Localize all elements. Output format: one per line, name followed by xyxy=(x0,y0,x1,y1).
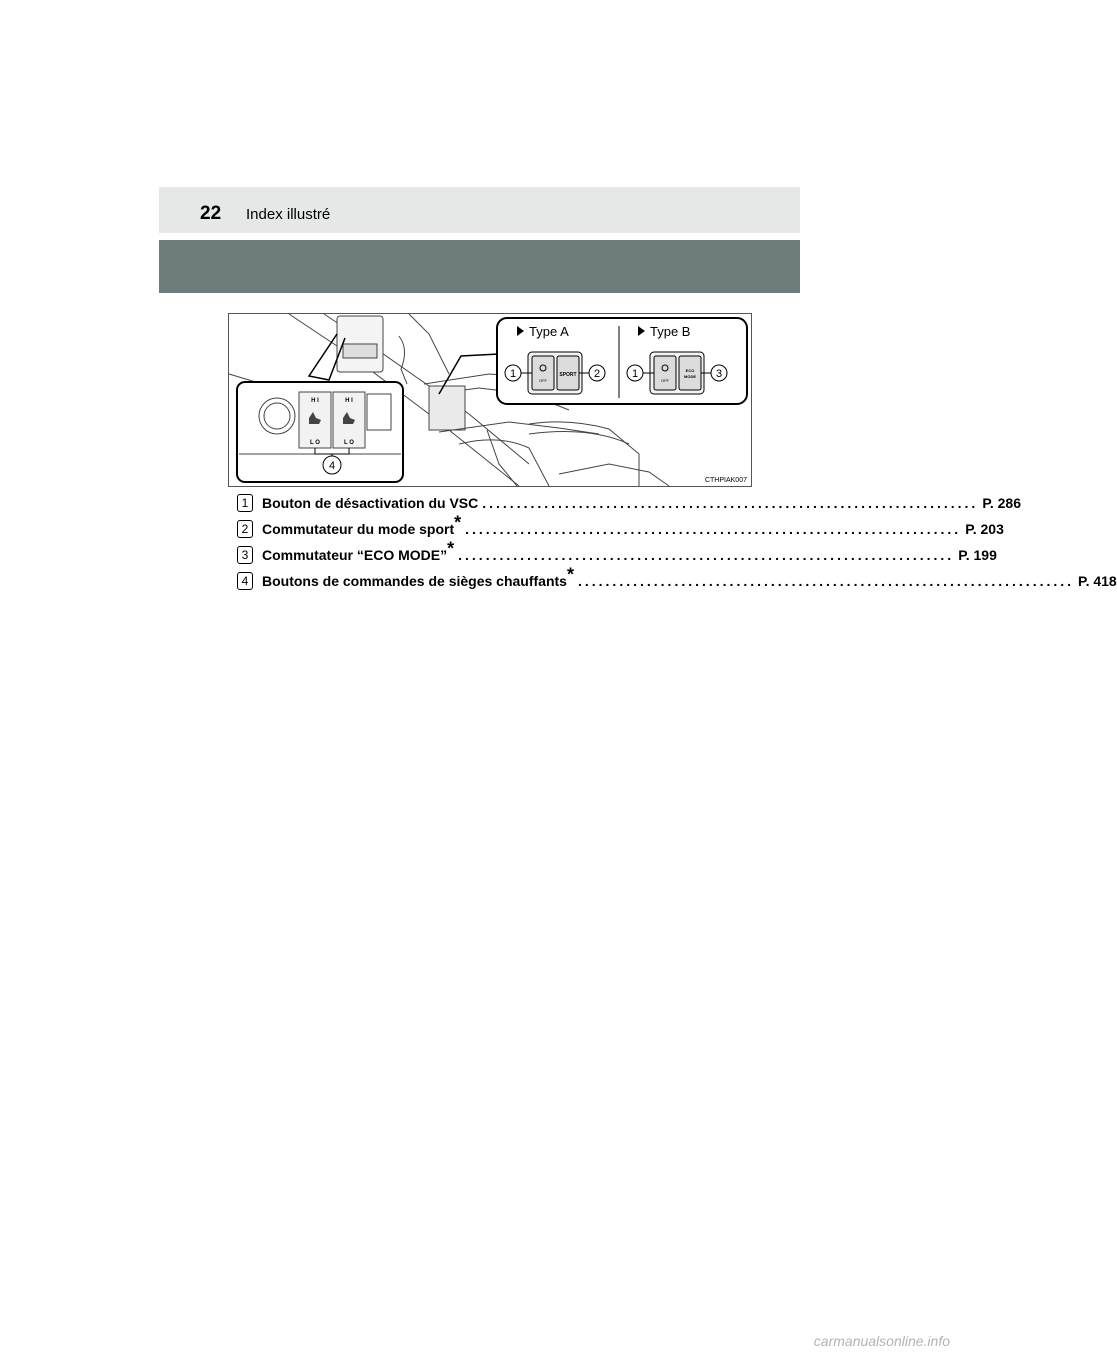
item-page-ref[interactable]: P. 286 xyxy=(982,495,1021,511)
type-b-label: Type B xyxy=(650,324,691,339)
console-illustration xyxy=(228,313,752,487)
vsc-off-label-a: OFF xyxy=(539,378,547,383)
item-number: 1 xyxy=(237,494,253,512)
item-page-ref[interactable]: P. 203 xyxy=(965,521,1004,537)
item-label: Commutateur du mode sport* xyxy=(262,512,462,537)
type-a-label: Type A xyxy=(529,324,569,339)
item-number: 2 xyxy=(237,520,253,538)
item-page-ref[interactable]: P. 418 xyxy=(1078,573,1117,589)
sport-label: SPORT xyxy=(559,372,577,378)
item-label: Boutons de commandes de sièges chauffants* xyxy=(262,564,574,589)
list-item[interactable]: 3 Commutateur “ECO MODE”* ........................................................................ P. 199 xyxy=(237,542,727,568)
mode-label: MODE xyxy=(684,374,696,379)
vsc-off-label-b: OFF xyxy=(661,378,669,383)
watermark: carmanualsonline.info xyxy=(813,1333,950,1349)
seat-right-lo: L O xyxy=(344,440,354,446)
callout-4: 4 xyxy=(328,460,336,472)
callout-2: 2 xyxy=(593,368,601,380)
callout-1-type-a: 1 xyxy=(509,368,517,380)
callout-3: 3 xyxy=(715,368,723,380)
item-list xyxy=(237,490,1117,594)
item-page-ref[interactable]: P. 199 xyxy=(958,547,997,563)
item-number: 4 xyxy=(237,572,253,590)
figure-code: CTHPIAK007 xyxy=(704,477,747,484)
item-label: Bouton de désactivation du VSC xyxy=(262,495,479,511)
console-drawing xyxy=(229,314,751,486)
seat-left-hi: H I xyxy=(311,398,319,404)
list-item[interactable]: 1 Bouton de désactivation du VSC ........................................................................ P. 286 xyxy=(237,490,727,516)
list-item[interactable]: 2 Commutateur du mode sport* ........................................................................ P. 203 xyxy=(237,516,727,542)
section-title: Index illustré xyxy=(246,206,331,223)
section-band xyxy=(159,240,800,293)
eco-label: ECO xyxy=(685,368,695,373)
item-label: Commutateur “ECO MODE”* xyxy=(262,538,455,563)
list-item[interactable]: 4 Boutons de commandes de sièges chauffants* ........................................................................ P. 418 xyxy=(237,568,727,594)
callout-1-type-b: 1 xyxy=(631,368,639,380)
item-number: 3 xyxy=(237,546,253,564)
seat-left-lo: L O xyxy=(310,440,320,446)
page-number: 22 xyxy=(200,203,222,224)
seat-right-hi: H I xyxy=(345,398,353,404)
